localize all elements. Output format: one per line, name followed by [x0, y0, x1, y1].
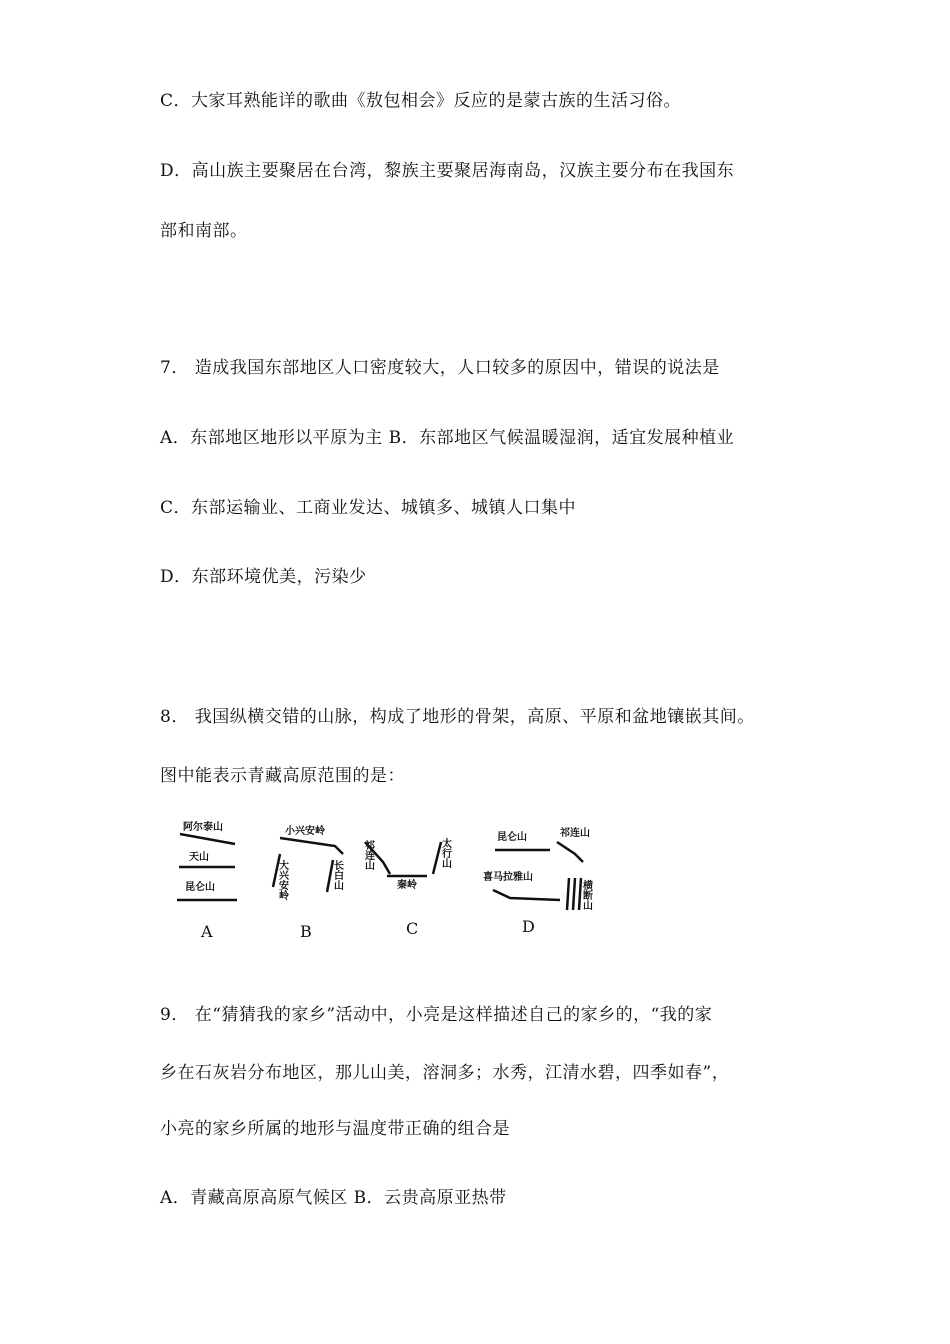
a-label: A — [201, 922, 213, 941]
q7-option-c: C．东部运输业、工商业发达、城镇多、城镇人口集中 — [160, 498, 577, 518]
b-xiaoxinganling-label: 小兴安岭 — [285, 826, 325, 837]
d-hengduan-label: 横断山 — [580, 880, 592, 910]
q6-option-d-line1: D．高山族主要聚居在台湾，黎族主要聚居海南岛，汉族主要分布在我国东 — [160, 161, 735, 181]
d-himalaya-label: 喜马拉雅山 — [483, 872, 533, 883]
q7-stem: 7． 造成我国东部地区人口密度较大，人口较多的原因中，错误的说法是 — [160, 358, 720, 378]
d-label: D — [522, 917, 535, 936]
q9-stem-line2: 乡在石灰岩分布地区，那儿山美，溶洞多；水秀，江清水碧，四季如春”， — [160, 1063, 730, 1083]
a-altai-label: 阿尔泰山 — [183, 822, 223, 833]
d-hengduan-line-1 — [567, 878, 569, 910]
mountain-figure — [165, 812, 615, 947]
diagram-b — [273, 824, 344, 941]
q6-option-c: C．大家耳熟能详的歌曲《敖包相会》反应的是蒙古族的生活习俗。 — [160, 91, 682, 111]
q9-stem-line1: 9． 在“猜猜我的家乡”活动中，小亮是这样描述自己的家乡的，“我的家 — [160, 1005, 713, 1025]
diagram-d — [483, 826, 594, 936]
b-daxinganling-label: 大兴安岭 — [276, 860, 288, 900]
d-hengduan-line-2 — [573, 878, 575, 910]
c-qinling-label: 秦岭 — [397, 880, 417, 891]
q9-stem-line3: 小亮的家乡所属的地形与温度带正确的组合是 — [160, 1119, 510, 1139]
q6-option-d-line2: 部和南部。 — [160, 221, 248, 241]
a-kunlun-label: 昆仑山 — [185, 882, 215, 893]
a-tianshan-label: 天山 — [189, 852, 209, 863]
c-taihang-label: 太行山 — [439, 838, 451, 868]
a-altai-line — [180, 834, 235, 844]
b-xiaoxinganling-line — [280, 838, 343, 854]
d-qilian-line — [557, 842, 583, 862]
d-himalaya-line — [493, 890, 560, 900]
q7-option-ab: A．东部地区地形以平原为主 B．东部地区气候温暖湿润，适宜发展种植业 — [160, 428, 735, 448]
diagram-a — [177, 820, 237, 941]
b-label: B — [300, 922, 312, 941]
q7-option-d: D．东部环境优美，污染少 — [160, 567, 367, 587]
mountain-diagrams — [165, 812, 615, 947]
d-kunlun-label: 昆仑山 — [497, 832, 527, 843]
b-changbaishan-label: 长白山 — [331, 860, 343, 890]
c-label: C — [406, 919, 419, 938]
q9-option-ab: A．青藏高原高原气候区 B．云贵高原亚热带 — [160, 1188, 507, 1208]
d-qilian-label: 祁连山 — [560, 828, 590, 839]
q8-stem-line1: 8． 我国纵横交错的山脉，构成了地形的骨架，高原、平原和盆地镶嵌其间。 — [160, 707, 755, 727]
diagram-c — [363, 837, 452, 938]
c-qilian-label: 祁连山 — [362, 840, 374, 870]
q8-stem-line2: 图中能表示青藏高原范围的是： — [160, 766, 405, 786]
